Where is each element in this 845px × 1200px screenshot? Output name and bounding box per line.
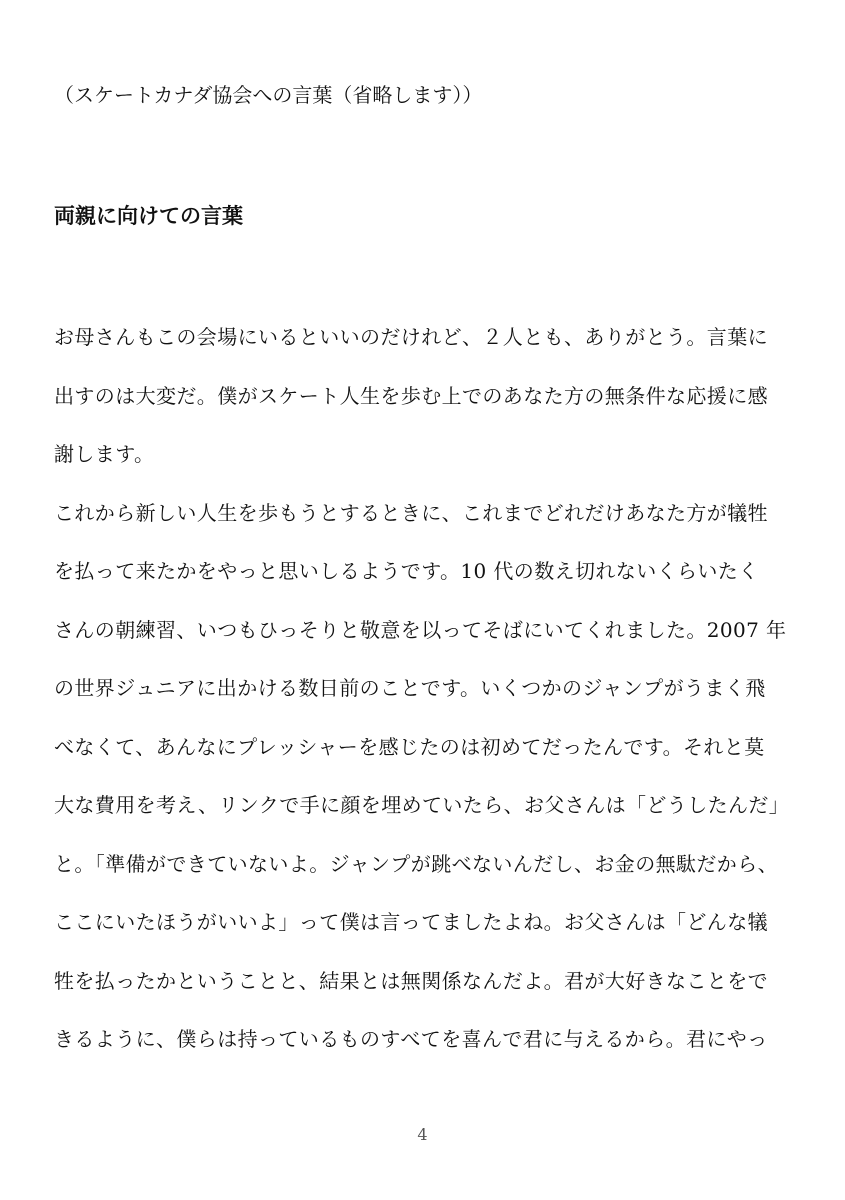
page-number: 4 (417, 1125, 428, 1144)
text-line: の世界ジュニアに出かける数日前のことです。いくつかのジャンプがうまく飛 (54, 676, 766, 700)
text-line: 大な費用を考え、リンクで手に顔を埋めていたら、お父さんは「どうしたんだ」 (54, 793, 790, 817)
text-line: お母さんもこの会場にいるといいのだけれど、２人とも、ありがとう。言葉に (54, 325, 768, 349)
text-line: べなくて、あんなにプレッシャーを感じたのは初めてだったんです。それと莫 (54, 734, 765, 759)
text-line: を払って来たかをやっと思いしるようです。10 代の数え切れないくらいたく (54, 559, 759, 583)
text-line: ここにいたほうがいいよ」って僕は言ってましたよね。お父さんは「どんな犠 (54, 910, 768, 934)
text-line: 牲を払ったかということと、結果とは無関係なんだよ。君が大好きなことをで (54, 968, 768, 993)
text-line: と。「準備ができていないよ。ジャンプが跳べないんだし、お金の無駄だから、 (54, 851, 778, 876)
omitted-note: （スケートカナダ協会への言葉（省略します）） (54, 83, 483, 107)
text-line: さんの朝練習、いつもひっそりと敬意を以ってそばにいてくれました。2007 年 (54, 617, 787, 642)
text-line: 出すのは大変だ。僕がスケート人生を歩む上でのあなた方の無条件な応援に感 (54, 383, 768, 408)
section-heading: 両親に向けての言葉 (54, 204, 243, 228)
text-line: 謝します。 (54, 442, 155, 466)
text-line: きるように、僕らは持っているものすべてを喜んで君に与えるから。君にやっ (54, 1027, 768, 1051)
body-paragraphs (54, 320, 794, 1081)
text-line: これから新しい人生を歩もうとするときに、これまでどれだけあなた方が犠牲 (54, 500, 768, 525)
